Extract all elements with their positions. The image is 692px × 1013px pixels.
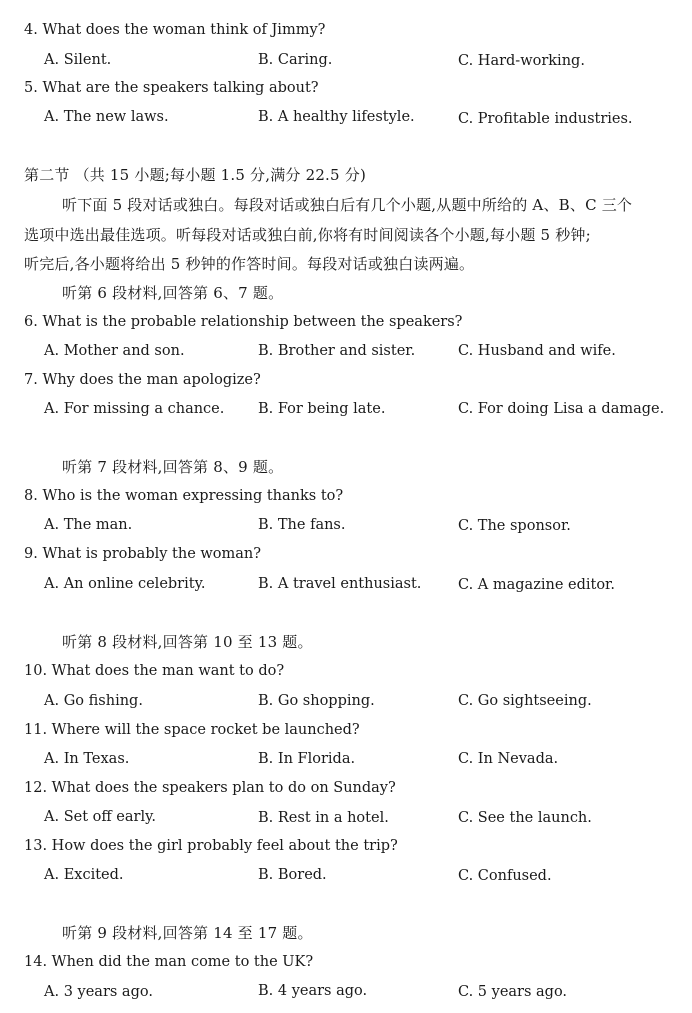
question-5-option-c: C. Profitable industries. [458, 111, 633, 127]
group-8-title: 听第 8 段材料,回答第 10 至 13 题。 [62, 633, 313, 651]
question-12-option-a: A. Set off early. [44, 809, 156, 825]
question-14-option-a: A. 3 years ago. [44, 984, 153, 1000]
group-9-title: 听第 9 段材料,回答第 14 至 17 题。 [62, 924, 313, 942]
question-12-option-b: B. Rest in a hotel. [258, 810, 389, 826]
question-7: 7. Why does the man apologize? [24, 372, 261, 388]
question-9-option-b: B. A travel enthusiast. [258, 576, 422, 592]
question-6-option-c: C. Husband and wife. [458, 343, 616, 359]
question-13: 13. How does the girl probably feel about the trip? [24, 838, 398, 854]
question-12-option-c: C. See the launch. [458, 810, 592, 826]
question-14-option-c: C. 5 years ago. [458, 984, 568, 1000]
question-11-option-a: A. In Texas. [44, 751, 130, 767]
question-7-option-a: A. For missing a chance. [44, 401, 225, 417]
group-7-title: 听第 7 段材料,回答第 8、9 题。 [62, 458, 284, 476]
question-4-option-a: A. Silent. [44, 52, 112, 68]
question-11: 11. Where will the space rocket be launched? [24, 722, 360, 738]
question-6-option-b: B. Brother and sister. [258, 343, 416, 359]
instructions-line-2: 选项中选出最佳选项。听每段对话或独白前,你将有时间阅读各个小题,每小题 5 秒钟; [24, 226, 591, 244]
question-12: 12. What does the speakers plan to do on Sunday? [24, 780, 396, 796]
question-5-option-b: B. A healthy lifestyle. [258, 109, 415, 125]
question-4-option-c: C. Hard-working. [458, 53, 585, 69]
question-8: 8. Who is the woman expressing thanks to? [24, 488, 344, 504]
question-5: 5. What are the speakers talking about? [24, 80, 319, 96]
question-10-option-a: A. Go fishing. [44, 693, 143, 709]
question-9-option-a: A. An online celebrity. [44, 576, 206, 592]
instructions-line-3: 听完后,各小题将给出 5 秒钟的作答时间。每段对话或独白读两遍。 [24, 255, 475, 273]
question-6-option-a: A. Mother and son. [44, 343, 185, 359]
question-4-option-b: B. Caring. [258, 52, 333, 68]
question-5-option-a: A. The new laws. [44, 109, 169, 125]
question-14-option-b: B. 4 years ago. [258, 983, 368, 999]
section-heading: 第二节 （共 15 小题;每小题 1.5 分,满分 22.5 分) [24, 166, 366, 184]
question-11-option-c: C. In Nevada. [458, 751, 559, 767]
question-8-option-c: C. The sponsor. [458, 518, 571, 534]
instructions-line-1: 听下面 5 段对话或独白。每段对话或独白后有几个小题,从题中所给的 A、B、C 三个 [62, 196, 633, 214]
question-13-option-b: B. Bored. [258, 867, 327, 883]
question-8-option-a: A. The man. [44, 517, 133, 533]
question-11-option-b: B. In Florida. [258, 751, 356, 767]
question-10-option-c: C. Go sightseeing. [458, 693, 592, 709]
question-9: 9. What is probably the woman? [24, 546, 262, 562]
question-13-option-c: C. Confused. [458, 868, 552, 884]
question-4: 4. What does the woman think of Jimmy? [24, 22, 326, 38]
question-13-option-a: A. Excited. [44, 867, 124, 883]
group-6-title: 听第 6 段材料,回答第 6、7 题。 [62, 284, 284, 302]
question-7-option-c: C. For doing Lisa a damage. [458, 401, 665, 417]
question-10: 10. What does the man want to do? [24, 663, 285, 679]
question-6: 6. What is the probable relationship between the speakers? [24, 314, 463, 330]
question-8-option-b: B. The fans. [258, 517, 346, 533]
question-7-option-b: B. For being late. [258, 401, 386, 417]
question-9-option-c: C. A magazine editor. [458, 577, 616, 593]
question-10-option-b: B. Go shopping. [258, 693, 375, 709]
question-14: 14. When did the man come to the UK? [24, 954, 314, 970]
